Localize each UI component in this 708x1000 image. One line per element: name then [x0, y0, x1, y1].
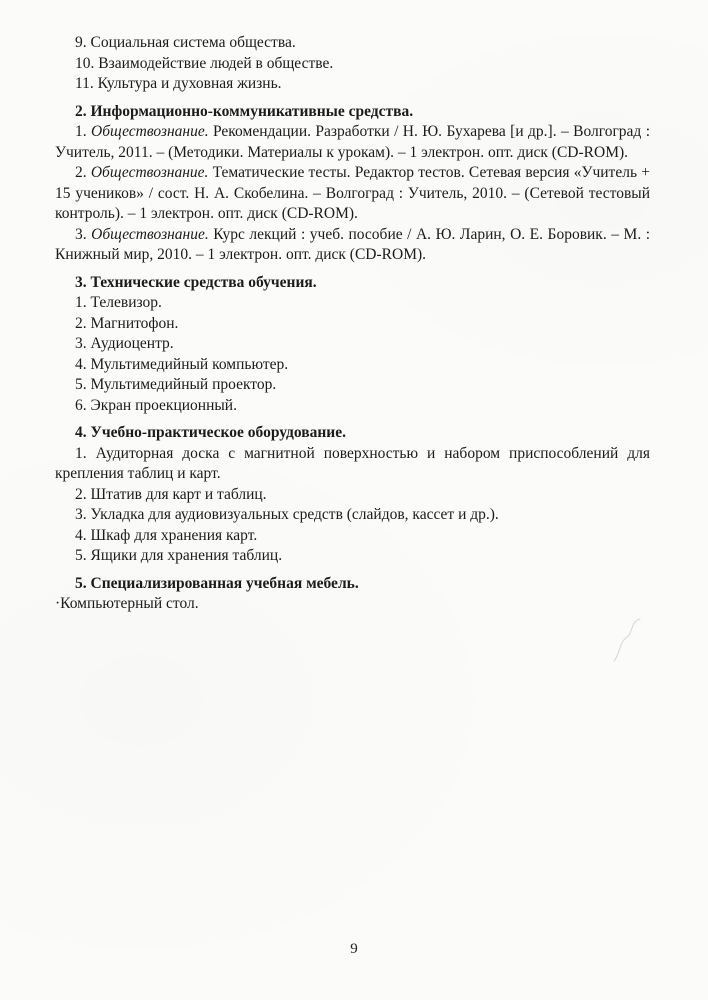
page-number: 9	[350, 941, 358, 957]
entry-number: 1.	[75, 123, 87, 140]
list-item-magnetic-board: 1. Аудиторная доска с магнитной поверхностью и набором приспособлений для крепления таблиц и карт.	[55, 444, 650, 482]
list-item-computer-desk: ·Компьютерный стол.	[55, 595, 199, 612]
list-item-social-system: 9. Социальная система общества.	[75, 34, 296, 51]
list-item-multimedia-projector: 5. Мультимедийный проектор.	[75, 376, 277, 393]
section-heading-furniture: 5. Специализированная учебная мебель.	[75, 574, 359, 592]
entry-description: Рекомендации. Разработки / Н. Ю. Бухарева [и др.]. – Волгоград : Учитель, 2011. – (Методики. Материалы к урокам). – 1 электрон. опт. диск (CD-ROM).	[55, 123, 651, 161]
entry-title: Обществознание.	[91, 123, 209, 140]
section-heading-practical-equipment: 4. Учебно-практическое оборудование.	[75, 424, 346, 441]
list-item-tape-recorder: 2. Магнитофон.	[75, 314, 179, 332]
list-item-audio-center: 3. Аудиоцентр.	[75, 335, 174, 352]
scan-squiggle-artifact	[606, 616, 648, 664]
entry-description: Тематические тесты. Редактор тестов. Сетевая версия «Учитель + 15 учеников» / сост. Н. А. Скобелина. – Волгоград : Учитель, 2010. – (Сетевой тестовый контроль). – 1 электрон. опт. диск (CD-ROM).	[55, 164, 650, 222]
entry-title: Обществознание.	[90, 164, 209, 181]
list-item-culture: 11. Культура и духовная жизнь.	[75, 75, 282, 92]
entry-number: 2.	[75, 164, 87, 181]
bibliography-entry	[55, 163, 650, 225]
list-item-interaction: 10. Взаимодействие людей в обществе.	[75, 54, 334, 72]
bibliography-entry	[55, 225, 650, 266]
list-item-projection-screen: 6. Экран проекционный.	[75, 396, 237, 414]
list-item-multimedia-computer: 4. Мультимедийный компьютер.	[75, 355, 289, 373]
entry-description: Курс лекций : учеб. пособие / А. Ю. Ларин, О. Е. Боровик. – М. : Книжный мир, 2010. – 1 электрон. опт. диск (CD-ROM).	[55, 225, 651, 263]
section-heading-technical-means: 3. Технические средства обучения.	[75, 273, 317, 291]
list-item-tv: 1. Телевизор.	[75, 294, 162, 311]
list-item-table-boxes: 5. Ящики для хранения таблиц.	[75, 547, 283, 564]
entry-number: 3.	[75, 225, 87, 243]
bibliography-entry	[55, 122, 650, 163]
list-item-av-storage: 3. Укладка для аудиовизуальных средств (слайдов, кассет и др.).	[75, 506, 499, 523]
section-heading-info-media: 2. Информационно-коммуникативные средства.	[75, 102, 414, 120]
list-item-map-cabinet: 4. Шкаф для хранения карт.	[75, 526, 258, 544]
list-item-tripod: 2. Штатив для карт и таблиц.	[75, 485, 267, 503]
entry-title: Обществознание.	[91, 225, 209, 243]
